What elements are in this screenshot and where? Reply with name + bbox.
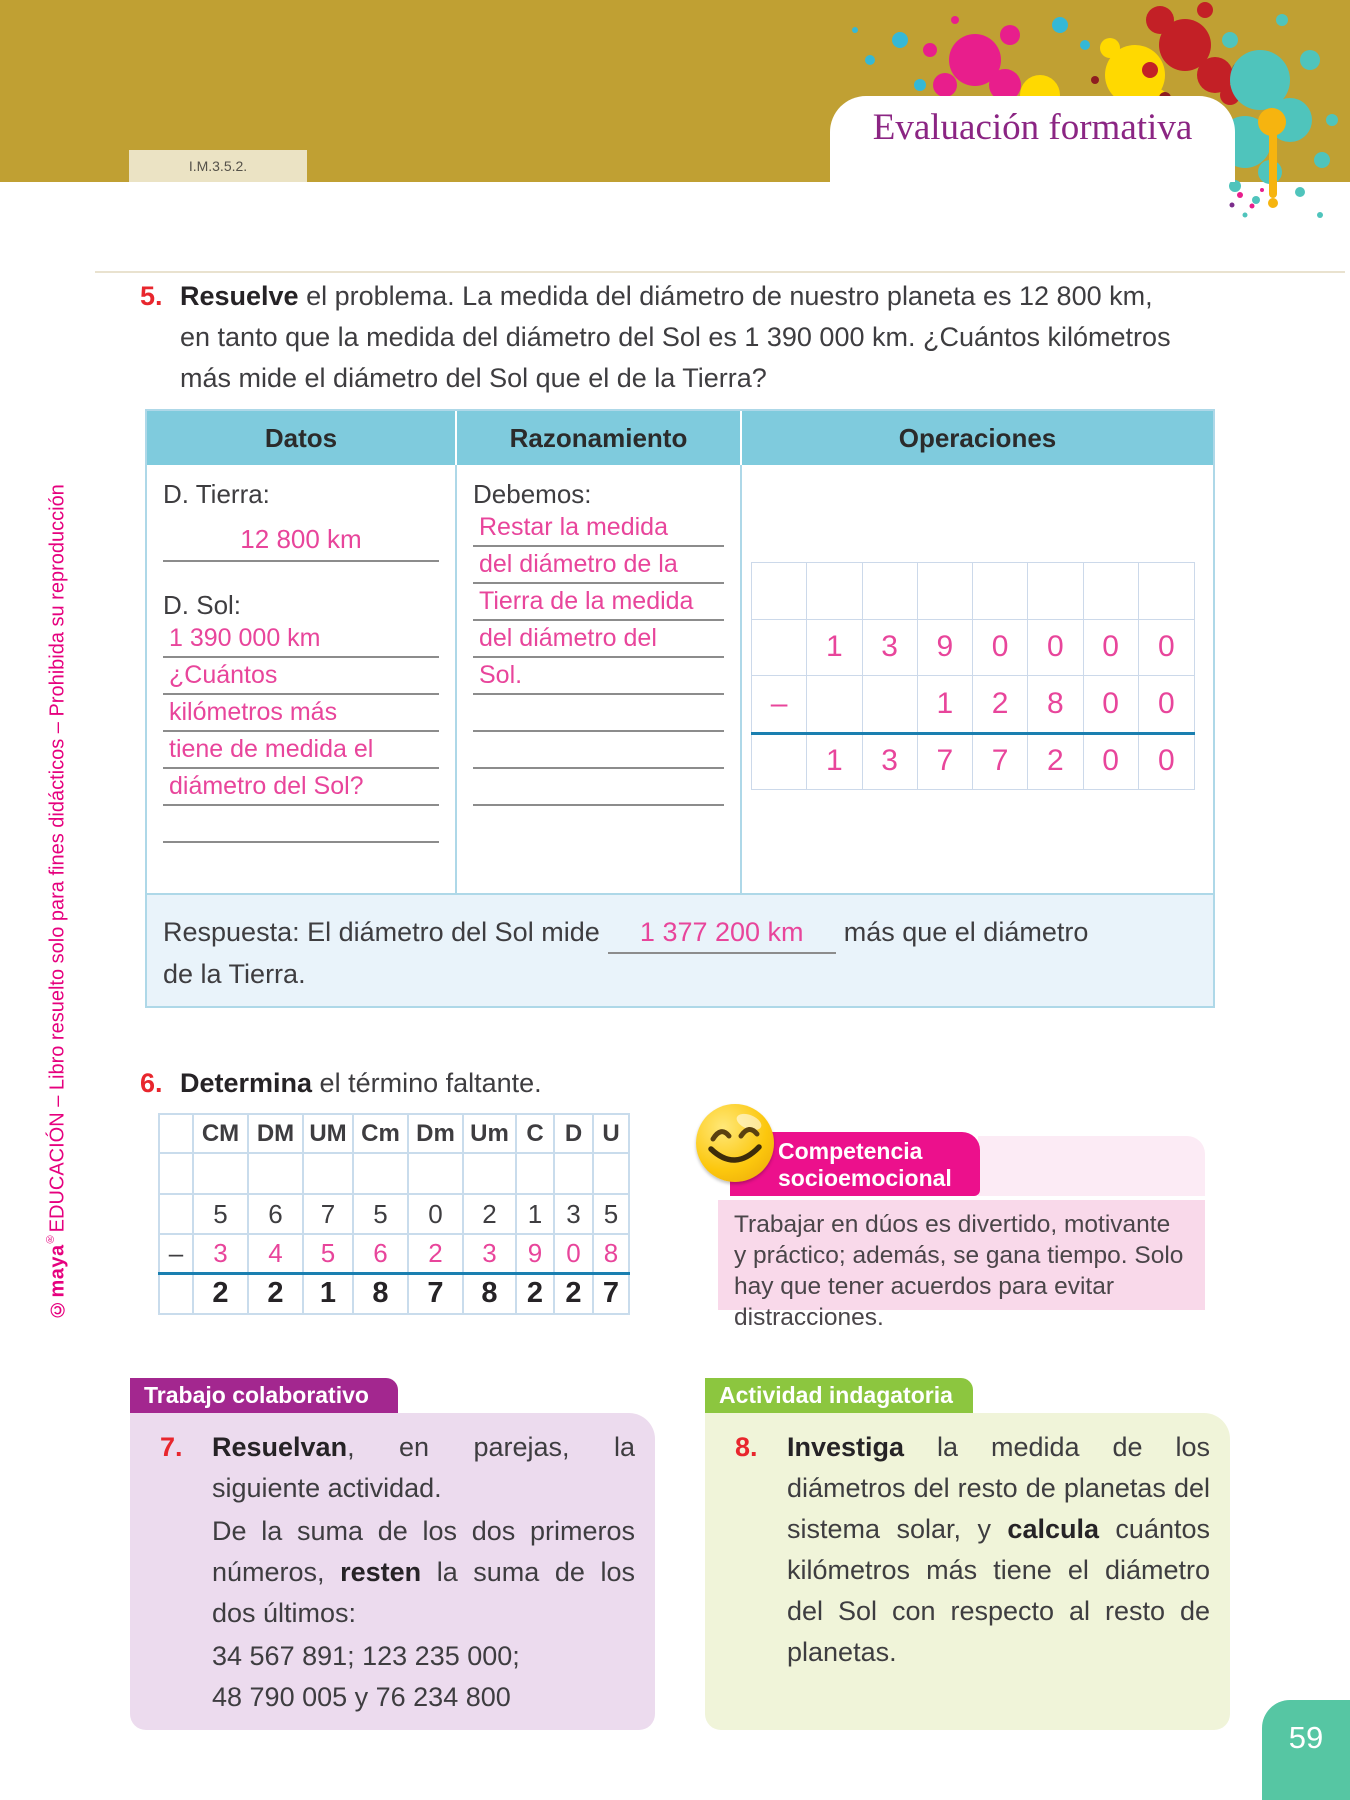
solution-table <box>145 409 1215 1008</box>
respuesta-line2: de la Tierra. <box>163 959 306 989</box>
copyright-text: EDUCACIÓN – Libro resuelto solo para fines didácticos – Prohibida su reproducción <box>46 484 69 1233</box>
answer-line: 12 800 km <box>163 524 439 562</box>
problem-7: 7. Resuelvan, en parejas, la siguiente actividad. <box>160 1427 635 1509</box>
actividad-indagatoria-badge: Actividad indagatoria <box>705 1378 973 1413</box>
answer-line: 1 390 000 km <box>163 621 439 658</box>
answer-line: Sol. <box>473 658 724 695</box>
answer-line: del diámetro del <box>473 621 724 658</box>
datos-label-tierra: D. Tierra: <box>163 479 270 509</box>
problem-5-text: el problema. La medida del diámetro de nuestro planeta es 12 800 km, en tanto que la medida del diámetro del Sol es 1 390 000 km. ¿Cuántos kilómetros más mide el diámetro del Sol que el de la Tierra? <box>180 281 1171 393</box>
problem-7-numbers: 34 567 891; 123 235 000; 48 790 005 y 76 234 800 <box>212 1641 520 1712</box>
answer-line: Restar la medida <box>473 510 724 547</box>
column-header-razonamiento: Razonamiento <box>457 411 742 465</box>
answer-line: del diámetro de la <box>473 547 724 584</box>
answer-line <box>163 806 439 843</box>
smiley-icon <box>696 1104 774 1182</box>
registered-mark: ® <box>44 1232 56 1245</box>
problem-6 <box>140 1063 1080 1104</box>
datos-column <box>147 465 457 893</box>
competencia-badge: Competencia socioemocional <box>730 1132 980 1196</box>
actividad-indagatoria-box <box>705 1413 1230 1730</box>
razonamiento-column <box>457 465 742 893</box>
place-value-header-row: CM DM UM Cm Dm Um C D U <box>159 1114 629 1153</box>
trabajo-colaborativo-box <box>130 1413 655 1730</box>
respuesta-suffix: más que el diámetro <box>843 917 1089 947</box>
problem-8-verb: Investiga <box>787 1432 905 1462</box>
respuesta-row <box>147 893 1213 1006</box>
answer-line <box>473 769 724 806</box>
subtraction-grid: 1 3 9 0 0 0 0 – 1 2 8 0 0 1 3 7 7 2 0 0 <box>751 562 1195 790</box>
answer-line: Tierra de la medida <box>473 584 724 621</box>
razonamiento-label: Debemos: <box>473 479 592 509</box>
place-value-table <box>158 1113 630 1315</box>
subtrahend-row: – 3 4 5 6 2 3 9 0 8 <box>159 1234 629 1273</box>
respuesta-prefix: Respuesta: El diámetro del Sol mide <box>163 917 600 947</box>
column-header-operaciones: Operaciones <box>898 423 1057 453</box>
answer-line: ¿Cuántos <box>163 658 439 695</box>
copyright-sidebar <box>44 420 70 1320</box>
competencia-badge-extension <box>978 1136 1205 1196</box>
problem-7-paragraph: De la suma de los dos primeros números, resten la suma de los dos últimos: <box>212 1516 635 1628</box>
answer-line <box>473 695 724 732</box>
problem-8: 8. Investiga la medida de los diámetros del resto de planetas del sistema solar, y calcula cuántos kilómetros más tiene el diámetro del Sol con respecto al resto de planetas. <box>735 1427 1210 1673</box>
problem-7-number: 7. <box>160 1432 183 1462</box>
problem-7-verb: Resuelvan <box>212 1432 348 1462</box>
solution-table-header <box>147 411 1213 465</box>
respuesta-answer-line: 1 377 200 km <box>608 912 836 954</box>
banner-title: Evaluación formativa <box>872 107 1193 148</box>
empty-row <box>159 1153 629 1194</box>
curriculum-code-label: I.M.3.5.2. <box>129 150 307 182</box>
page-number-tab: 59 <box>1262 1700 1350 1800</box>
minuend-row: 5 6 7 5 0 2 1 3 5 <box>159 1194 629 1234</box>
problem-5-number: 5. <box>140 281 163 311</box>
operaciones-column <box>742 465 1213 893</box>
answer-line: kilómetros más <box>163 695 439 732</box>
problem-6-number: 6. <box>140 1068 163 1098</box>
subtraction-result-line <box>751 732 1195 735</box>
problem-8-number: 8. <box>735 1432 758 1462</box>
problem-6-text: el término faltante. <box>312 1068 542 1098</box>
answer-line: tiene de medida el <box>163 732 439 769</box>
column-header-datos: Datos <box>147 411 457 465</box>
banner-title-box <box>830 96 1235 182</box>
trabajo-colaborativo-badge: Trabajo colaborativo <box>130 1378 398 1413</box>
answer-line <box>473 732 724 769</box>
problem-5-verb: Resuelve <box>180 281 299 311</box>
answer-line: diámetro del Sol? <box>163 769 439 806</box>
problem-6-verb: Determina <box>180 1068 313 1098</box>
publisher-brand: ©maya <box>46 1244 69 1320</box>
competencia-body: Trabajar en dúos es divertido, motivante y práctico; además, se gana tiempo. Solo hay que tener acuerdos para evitar distracciones. <box>718 1200 1205 1310</box>
datos-label-sol: D. Sol: <box>163 590 242 620</box>
result-row: 2 2 1 8 7 8 2 2 7 <box>159 1273 629 1314</box>
